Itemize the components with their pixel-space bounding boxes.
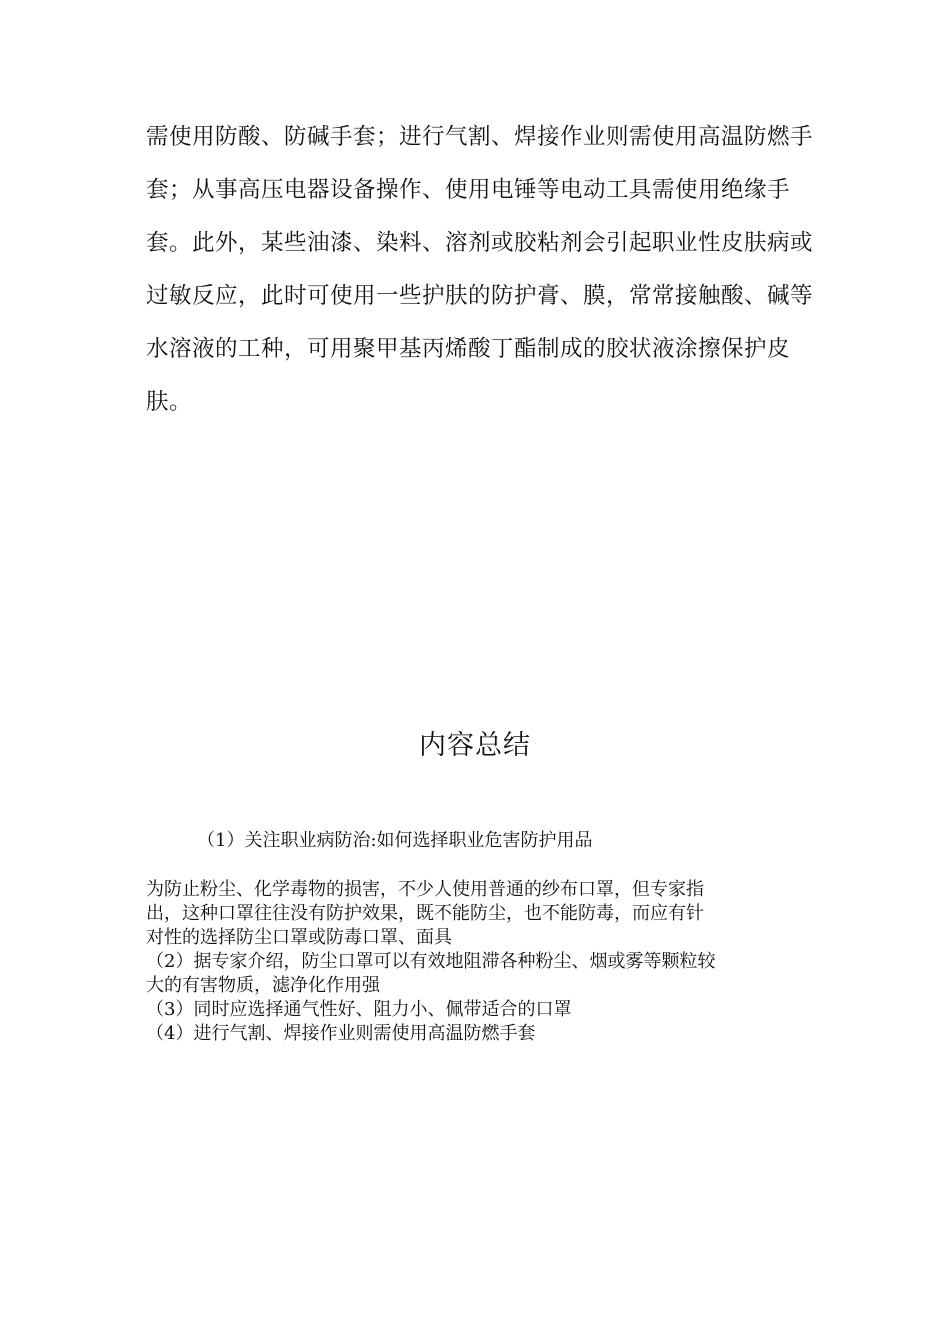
summary-line: 对性的选择防尘口罩或防毒口罩、面具 xyxy=(146,927,452,948)
body-line: 需使用防酸、防碱手套；进行气割、焊接作业则需使用高温防燃手 xyxy=(146,124,814,150)
body-line: 过敏反应，此时可使用一些护肤的防护膏、膜，常常接触酸、碱等 xyxy=(146,283,814,309)
summary-line: 大的有害物质，滤净化作用强 xyxy=(146,975,380,996)
body-line: 水溶液的工种，可用聚甲基丙烯酸丁酯制成的胶状液涂擦保护皮 xyxy=(146,336,791,362)
summary-line: （3）同时应选择通气性好、阻力小、佩带适合的口罩 xyxy=(146,999,572,1020)
summary-title: 内容总结 xyxy=(419,730,531,761)
summary-line: （2）据专家介绍，防尘口罩可以有效地阻滞各种粉尘、烟或雾等颗粒较 xyxy=(146,951,716,972)
body-line: 套。此外，某些油漆、染料、溶剂或胶粘剂会引起职业性皮肤病或 xyxy=(146,230,814,256)
summary-line: 出，这种口罩往往没有防护效果，既不能防尘，也不能防毒，而应有针 xyxy=(146,903,704,924)
summary-line: 为防止粉尘、化学毒物的损害，不少人使用普通的纱布口罩，但专家指 xyxy=(146,879,704,900)
body-line: 套；从事高压电器设备操作、使用电锤等电动工具需使用绝缘手 xyxy=(146,177,791,203)
summary-heading: （1）关注职业病防治:如何选择职业危害防护用品 xyxy=(197,830,593,851)
body-line: 肤。 xyxy=(146,389,193,415)
summary-line: （4）进行气割、焊接作业则需使用高温防燃手套 xyxy=(146,1023,536,1044)
